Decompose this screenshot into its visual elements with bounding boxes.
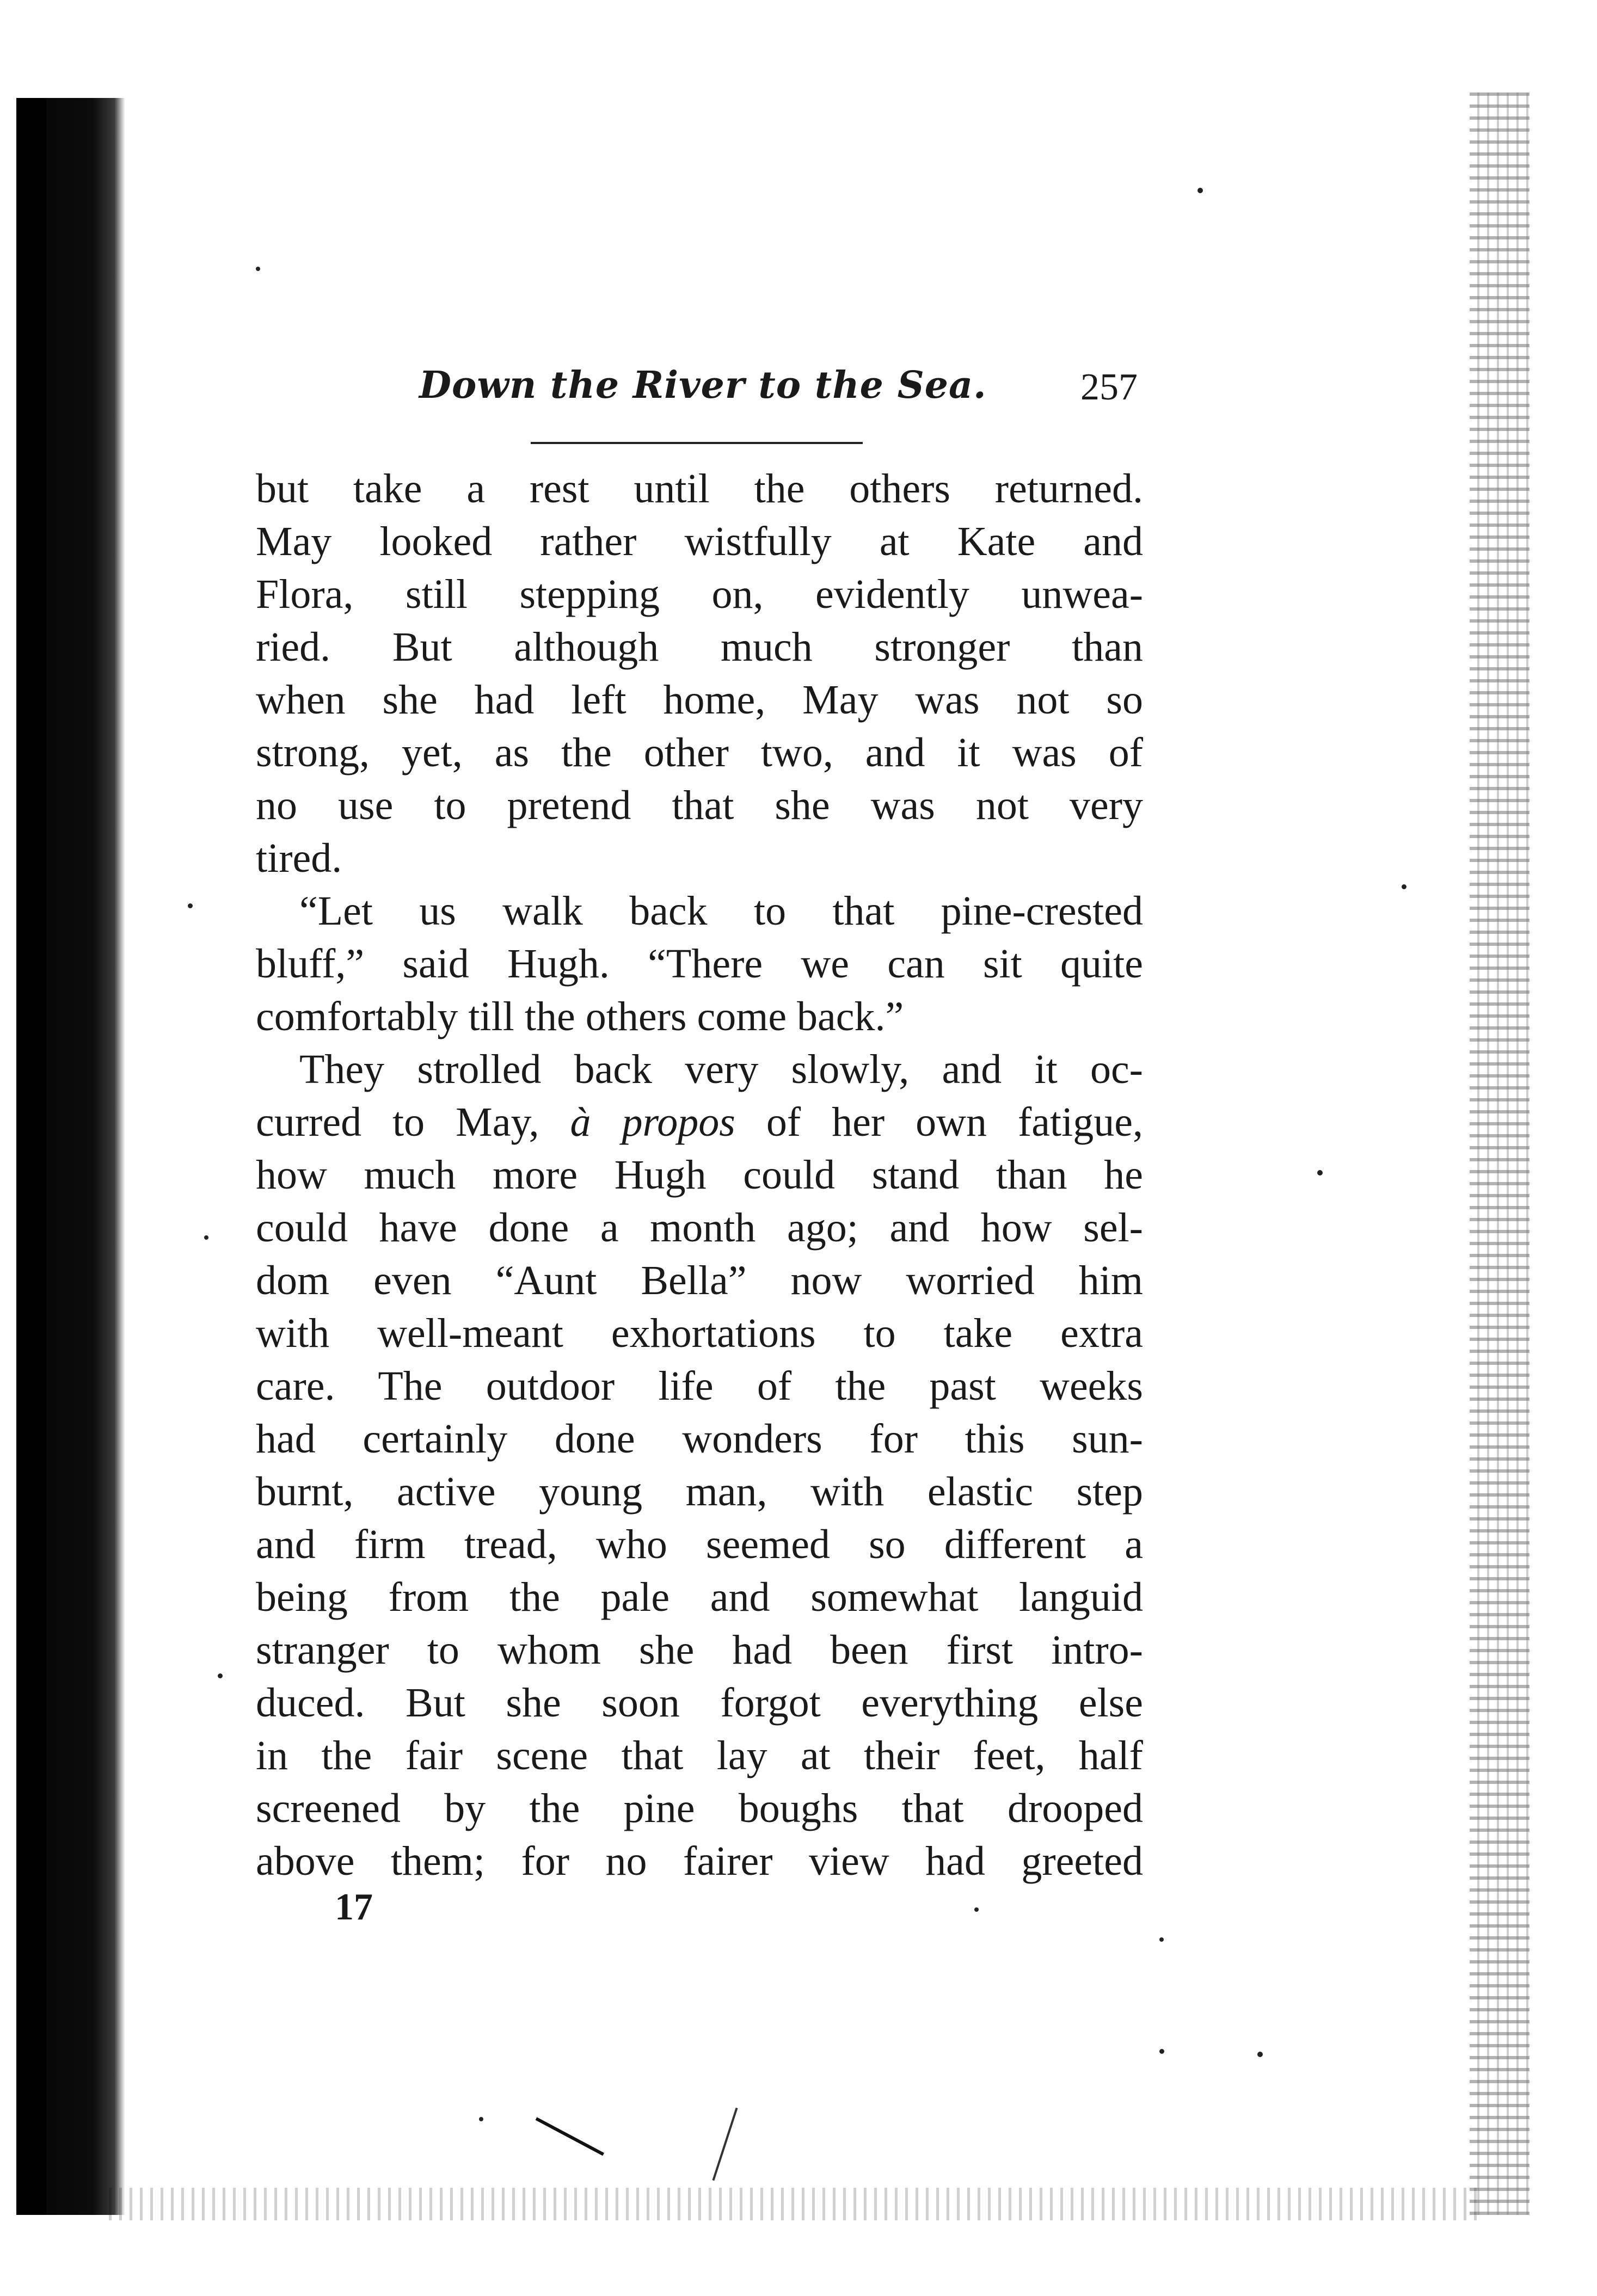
- ink-speck: [218, 1673, 223, 1678]
- text-line: being from the pale and somewhat languid: [256, 1574, 1143, 1620]
- text-line: “Let us walk back to that pine-crested: [299, 888, 1143, 934]
- text-line: comfortably till the others come back.”: [256, 994, 904, 1039]
- ink-speck: [974, 1907, 979, 1912]
- book-spine-shadow: [16, 98, 125, 2215]
- text-line: tired.: [256, 835, 342, 881]
- italic-phrase: à propos: [570, 1099, 735, 1145]
- text-fragment: of her own fatigue,: [766, 1099, 1143, 1145]
- ink-speck: [188, 903, 193, 908]
- text-line: May looked rather wistfully at Kate and: [256, 519, 1143, 564]
- text-line: care. The outdoor life of the past weeks: [256, 1363, 1143, 1409]
- ink-speck: [1257, 2052, 1263, 2057]
- text-line: stranger to whom she had been first intro-: [256, 1627, 1143, 1673]
- text-line: no use to pretend that she was not very: [256, 783, 1143, 828]
- text-line: strong, yet, as the other two, and it was of: [256, 730, 1143, 775]
- ink-speck: [204, 1235, 208, 1240]
- text-line-with-italic: [256, 1096, 1143, 1149]
- text-line: dom even “Aunt Bella” now worried him: [256, 1258, 1143, 1303]
- text-line: how much more Hugh could stand than he: [256, 1152, 1143, 1198]
- text-line: duced. But she soon forgot everything else: [256, 1680, 1143, 1726]
- text-line: and firm tread, who seemed so different a: [256, 1522, 1143, 1567]
- text-line: had certainly done wonders for this sun-: [256, 1416, 1143, 1462]
- text-line: but take a rest until the others returned.: [256, 466, 1143, 512]
- body-text: [256, 463, 1143, 1888]
- ink-stroke: [536, 2117, 604, 2156]
- page-number: 257: [1080, 366, 1138, 408]
- text-line: They strolled back very slowly, and it oc-: [299, 1047, 1143, 1092]
- ink-speck: [1402, 884, 1406, 889]
- text-line: bluff,” said Hugh. “There we can sit quite: [256, 941, 1143, 987]
- ink-stroke: [712, 2108, 738, 2181]
- text-line: could have done a month ago; and how sel-: [256, 1205, 1143, 1251]
- text-fragment: curred to May,: [256, 1099, 539, 1145]
- text-line: Flora, still stepping on, evidently unwea-: [256, 571, 1143, 617]
- ink-speck: [256, 267, 260, 271]
- text-line: in the fair scene that lay at their feet, half: [256, 1733, 1143, 1778]
- page-edge-right: [1470, 93, 1530, 2215]
- ink-speck: [479, 2117, 483, 2121]
- text-line: when she had left home, May was not so: [256, 677, 1143, 723]
- page-edge-bottom: [109, 2188, 1481, 2220]
- text-line: with well-meant exhortations to take extra: [256, 1310, 1143, 1356]
- ink-speck: [1159, 1937, 1164, 1942]
- ink-speck: [1317, 1170, 1323, 1175]
- signature-mark: 17: [335, 1886, 373, 1928]
- ink-speck: [1159, 2049, 1164, 2054]
- ink-speck: [1197, 188, 1203, 193]
- text-line: above them; for no fairer view had greeted: [256, 1838, 1143, 1884]
- text-line: screened by the pine boughs that drooped: [256, 1786, 1143, 1831]
- header-rule: [531, 442, 863, 444]
- text-line: burnt, active young man, with elastic step: [256, 1469, 1143, 1515]
- text-line: ried. But although much stronger than: [256, 624, 1143, 670]
- running-title: Down the River to the Sea.: [419, 364, 987, 407]
- running-head: [419, 354, 1138, 414]
